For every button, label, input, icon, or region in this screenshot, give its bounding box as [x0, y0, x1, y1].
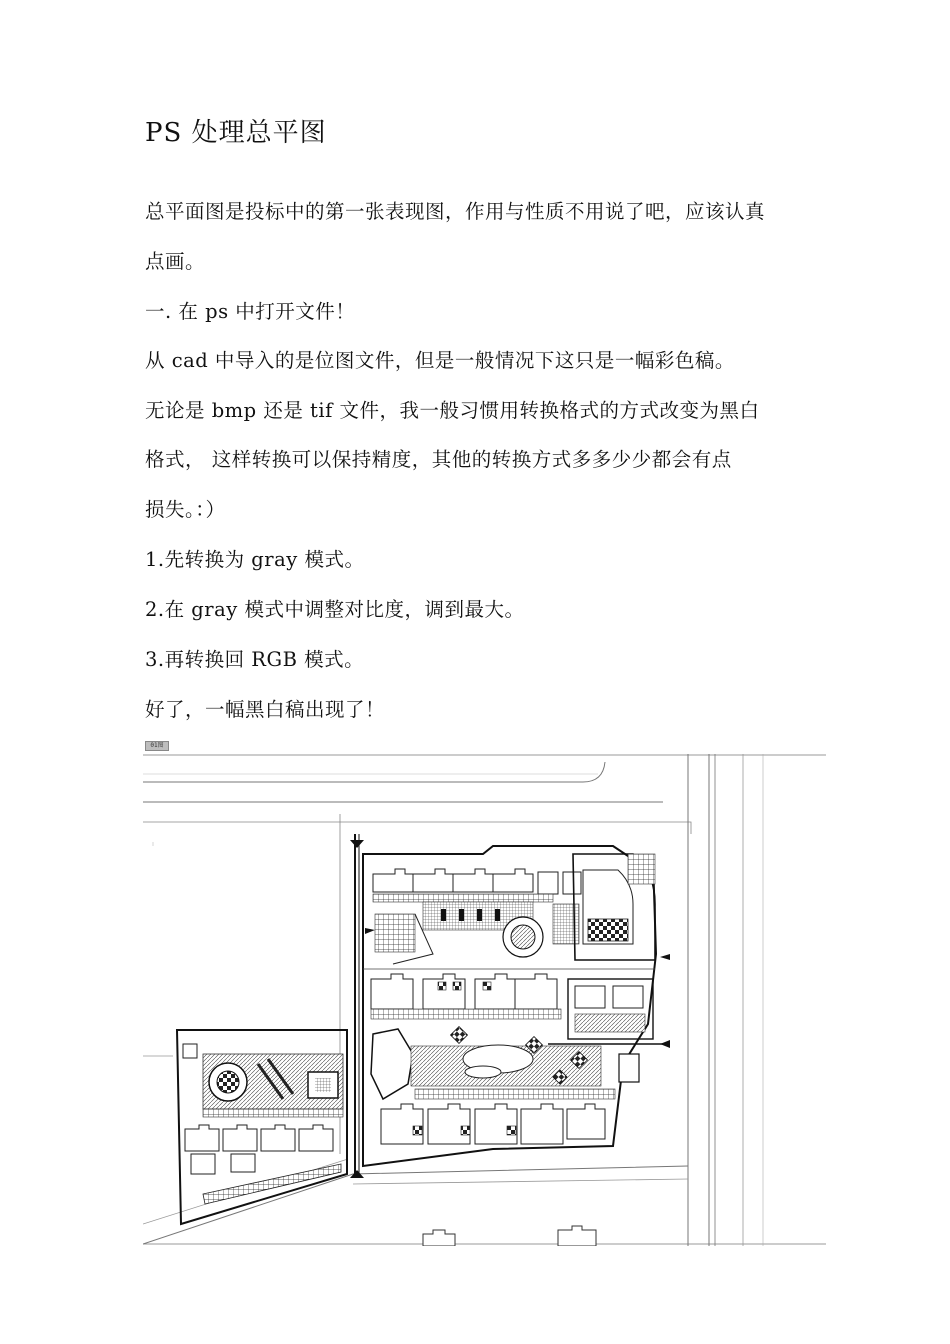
document-title: PS 处理总平图 [145, 118, 327, 148]
paragraph-1: 总平面图是投标中的第一张表现图，作用与性质不用说了吧，应该认真 [145, 200, 766, 223]
paragraph-11: 好了，一幅黑白稿出现了！ [145, 698, 386, 721]
paragraph-7: 损失。：） [145, 498, 226, 521]
figure-tag: 01图 [145, 741, 169, 751]
site-plan-drawing [143, 754, 826, 1246]
paragraph-6: 格式， 这样转换可以保持精度，其他的转换方式多多少少都会有点 [145, 448, 732, 471]
paragraph-4: 从 cad 中导入的是位图文件，但是一般情况下这只是一幅彩色稿。 [145, 349, 735, 372]
paragraph-8: 1.先转换为 gray 模式。 [145, 548, 365, 571]
paragraph-3: 一. 在 ps 中打开文件！ [145, 300, 356, 323]
paragraph-10: 3.再转换回 RGB 模式。 [145, 648, 365, 671]
paragraph-9: 2.在 gray 模式中调整对比度，调到最大。 [145, 598, 525, 621]
paragraph-5: 无论是 bmp 还是 tif 文件，我一般习惯用转换格式的方式改变为黑白 [145, 399, 760, 422]
paragraph-2: 点画。 [145, 250, 206, 273]
